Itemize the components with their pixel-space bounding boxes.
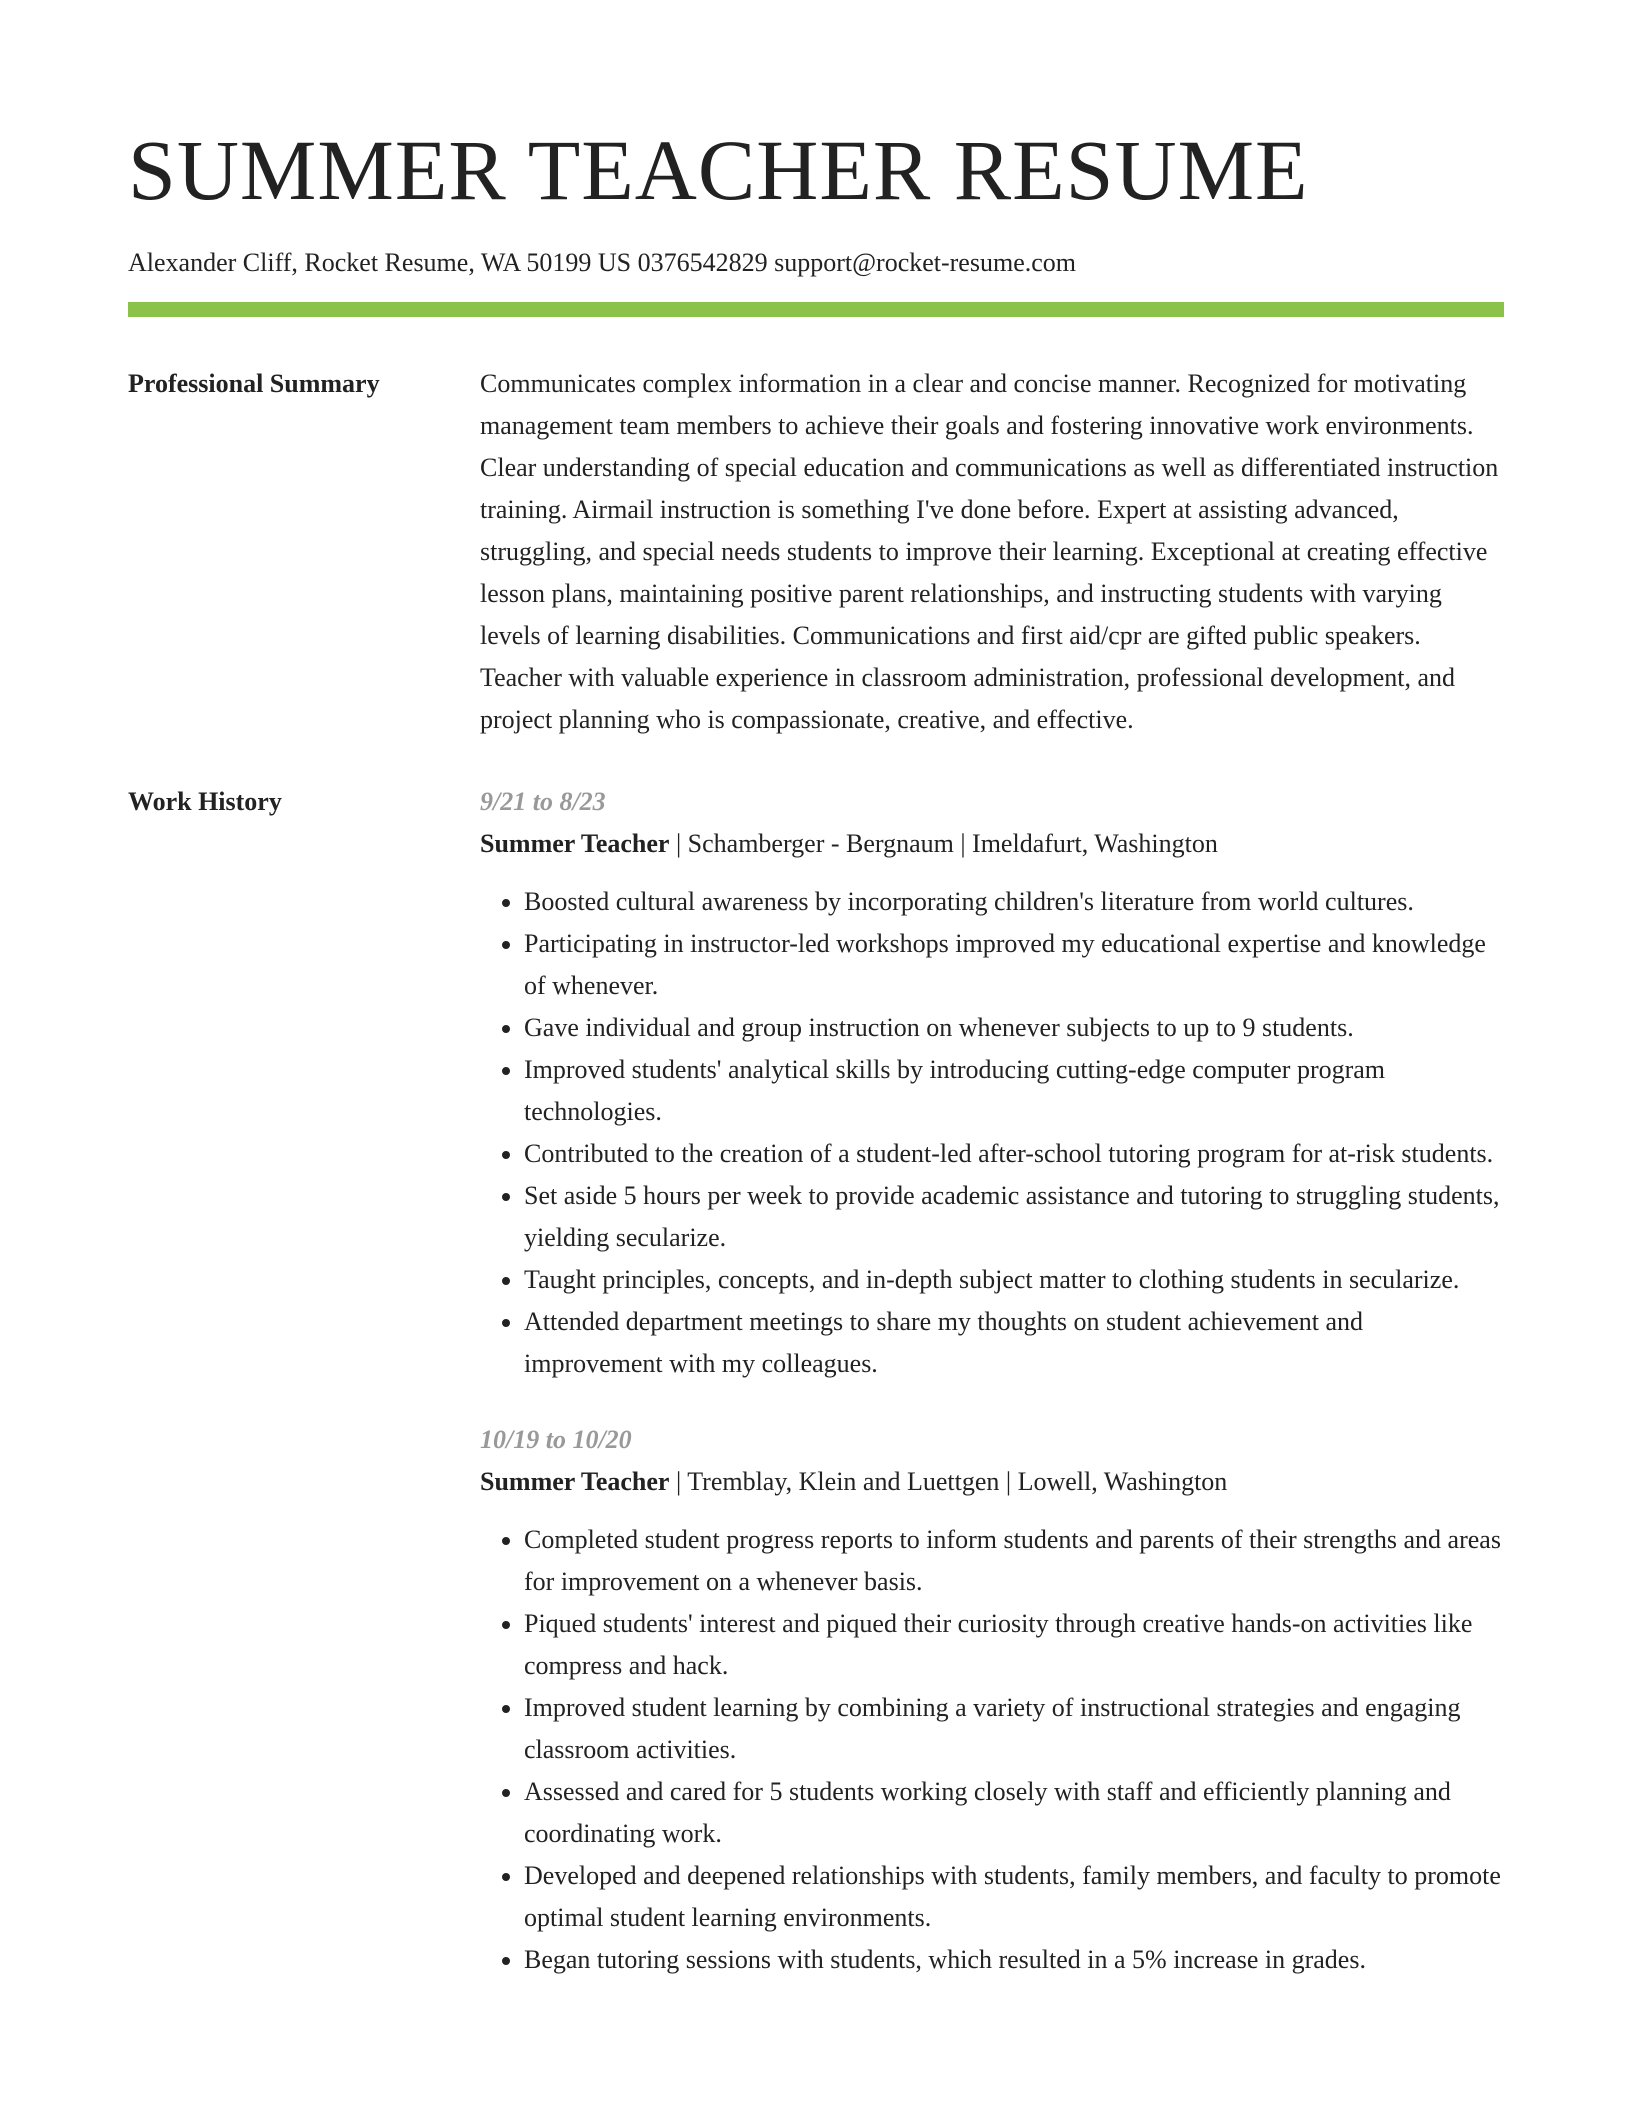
- job-bullet: • Improved student learning by combining a variety of instructional strategies and engaging classroom activities.: [524, 1687, 1504, 1771]
- job-bullet: • Began tutoring sessions with students, which resulted in a 5% increase in grades.: [524, 1939, 1504, 1981]
- job-bullet: • Piqued students' interest and piqued their curiosity through creative hands-on activities like compress and hack.: [524, 1603, 1504, 1687]
- section-label-work-history: Work History: [128, 787, 282, 816]
- job-bullet: • Attended department meetings to share my thoughts on student achievement and improvement with my colleagues.: [524, 1301, 1504, 1385]
- job-title: Summer Teacher: [480, 1467, 670, 1496]
- job-dates: 10/19 to 10/20: [480, 1425, 632, 1454]
- job-employer-location: | Tremblay, Klein and Luettgen | Lowell, Washington: [669, 1467, 1228, 1496]
- resume-title: SUMMER TEACHER RESUME: [128, 122, 1309, 218]
- professional-summary-section: [128, 363, 1504, 741]
- job-bullet-list: [480, 1519, 1504, 1981]
- job-bullet: • Developed and deepened relationships with students, family members, and faculty to promote optimal student learning environments.: [524, 1855, 1504, 1939]
- summary-text: Communicates complex information in a clear and concise manner. Recognized for motivating management team members to achieve their goals and fostering innovative work environments. Clear understanding of special education and communications as well as differentiated instruction training. Airmail instruction is something I've done before. Expert at assisting advanced, struggling, and special needs students to improve their learning. Exceptional at creating effective lesson plans, maintaining positive parent relationships, and instructing students with varying levels of learning disabilities. Communications and first aid/cpr are gifted public speakers. Teacher with valuable experience in classroom administration, professional development, and project planning who is compassionate, creative, and effective.: [480, 369, 1499, 734]
- job-heading: [480, 823, 1504, 865]
- job-bullet: • Assessed and cared for 5 students working closely with staff and efficiently planning and coordinating work.: [524, 1771, 1504, 1855]
- job-heading: [480, 1461, 1504, 1503]
- job-bullet: • Improved students' analytical skills by introducing cutting-edge computer program technologies.: [524, 1049, 1504, 1133]
- job-bullet: • Gave individual and group instruction on whenever subjects to up to 9 students.: [524, 1007, 1504, 1049]
- job-bullet: • Contributed to the creation of a student-led after-school tutoring program for at-risk students.: [524, 1133, 1504, 1175]
- job-dates: 9/21 to 8/23: [480, 787, 606, 816]
- job-entry: [480, 1419, 1504, 1981]
- job-entry: [480, 781, 1504, 1385]
- work-history-body: [480, 781, 1504, 2015]
- section-label-professional-summary: Professional Summary: [128, 369, 380, 398]
- resume-page: [128, 0, 1504, 2015]
- job-title: Summer Teacher: [480, 829, 670, 858]
- job-bullet: • Participating in instructor-led workshops improved my educational expertise and knowledge of whenever.: [524, 923, 1504, 1007]
- header-divider: [128, 302, 1504, 317]
- job-bullet: • Boosted cultural awareness by incorporating children's literature from world cultures.: [524, 881, 1504, 923]
- contact-line: Alexander Cliff, Rocket Resume, WA 50199 US 0376542829 support@rocket-resume.com: [128, 248, 1076, 277]
- job-bullet: • Set aside 5 hours per week to provide academic assistance and tutoring to struggling students, yielding secularize.: [524, 1175, 1504, 1259]
- job-bullet-list: [480, 881, 1504, 1385]
- job-employer-location: | Schamberger - Bergnaum | Imeldafurt, Washington: [669, 829, 1218, 858]
- job-bullet: • Completed student progress reports to inform students and parents of their strengths and areas for improvement on a whenever basis.: [524, 1519, 1504, 1603]
- job-bullet: • Taught principles, concepts, and in-depth subject matter to clothing students in secularize.: [524, 1259, 1504, 1301]
- work-history-section: [128, 781, 1504, 2015]
- summary-body: [480, 363, 1504, 741]
